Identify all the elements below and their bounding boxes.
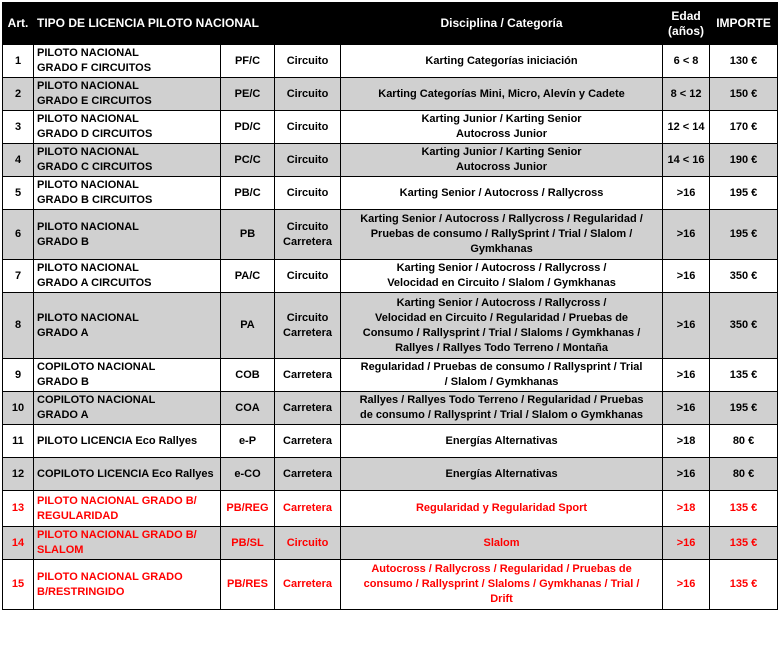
- cell-tipo-line: PILOTO NACIONAL: [37, 146, 139, 158]
- cell-tipo-line: REGULARIDAD: [37, 509, 119, 522]
- cell-tipo: [34, 45, 221, 78]
- cell-tipo-line: GRADO B: [37, 376, 89, 388]
- cell-tipo-line: PILOTO NACIONAL: [37, 47, 139, 59]
- cell-disciplina: [341, 425, 663, 458]
- cell-disciplina-line: / Slalom / Gymkhanas: [444, 376, 559, 388]
- table-row: [3, 210, 778, 260]
- cell-tipo: [34, 78, 221, 111]
- cell-edad: 12 < 14: [663, 111, 710, 144]
- cell-tipo: [34, 527, 221, 560]
- cell-disciplina: [341, 210, 663, 260]
- table-row: [3, 177, 778, 210]
- table-row: [3, 111, 778, 144]
- cell-via: [275, 78, 341, 111]
- cell-disciplina-line: Regularidad y Regularidad Sport: [415, 502, 588, 514]
- cell-disciplina-line: Pruebas de consumo / RallySprint / Trial / Slalom /: [370, 228, 633, 240]
- cell-via: [275, 560, 341, 610]
- cell-edad: >16: [663, 560, 710, 610]
- cell-art: 9: [3, 359, 34, 392]
- cell-tipo: [34, 293, 221, 359]
- cell-art: 2: [3, 78, 34, 111]
- cell-art: 14: [3, 527, 34, 560]
- cell-tipo-line: COPILOTO NACIONAL: [37, 361, 156, 373]
- cell-disciplina-line: Karting Junior / Karting Senior: [421, 146, 582, 158]
- cell-disciplina: [341, 458, 663, 491]
- cell-code: PC/C: [221, 144, 275, 177]
- cell-edad: >16: [663, 260, 710, 293]
- cell-disciplina: [341, 111, 663, 144]
- cell-edad: >16: [663, 293, 710, 359]
- cell-tipo-line: GRADO A CIRCUITOS: [37, 277, 152, 289]
- cell-tipo: [34, 210, 221, 260]
- cell-via-line: Carretera: [283, 578, 332, 590]
- cell-tipo-line: B/RESTRINGIDO: [37, 585, 125, 598]
- cell-via: [275, 425, 341, 458]
- cell-code: PB/C: [221, 177, 275, 210]
- cell-disciplina-line: Drift: [490, 593, 513, 605]
- cell-art: 4: [3, 144, 34, 177]
- cell-code: PB/RES: [221, 560, 275, 610]
- cell-code: PB: [221, 210, 275, 260]
- cell-via: [275, 527, 341, 560]
- cell-tipo-line: GRADO B CIRCUITOS: [37, 194, 153, 206]
- cell-importe: 190 €: [710, 144, 778, 177]
- cell-via-line: Circuito: [286, 54, 329, 67]
- cell-art: 5: [3, 177, 34, 210]
- cell-art: 7: [3, 260, 34, 293]
- cell-edad: >16: [663, 392, 710, 425]
- cell-art: 10: [3, 392, 34, 425]
- cell-via-line: Circuito: [286, 120, 329, 133]
- header-importe: IMPORTE: [710, 3, 778, 45]
- cell-art: 8: [3, 293, 34, 359]
- cell-via: [275, 144, 341, 177]
- cell-via-line: Circuito: [286, 186, 329, 199]
- license-table: [2, 2, 778, 610]
- cell-disciplina-line: de consumo / Rallysprint / Trial / Slalom o Gymkhanas: [360, 409, 644, 421]
- cell-tipo-line: GRADO F CIRCUITOS: [37, 62, 152, 74]
- table-row: [3, 78, 778, 111]
- cell-tipo: [34, 260, 221, 293]
- table-row: [3, 392, 778, 425]
- table-row: [3, 527, 778, 560]
- cell-code: PD/C: [221, 111, 275, 144]
- cell-disciplina-line: Karting Categorías Mini, Micro, Alevín y Cadete: [378, 87, 625, 100]
- table-row: [3, 425, 778, 458]
- cell-tipo: [34, 392, 221, 425]
- cell-disciplina-line: Autocross Junior: [455, 161, 548, 173]
- cell-tipo-line: PILOTO NACIONAL: [37, 179, 139, 191]
- cell-edad: >16: [663, 527, 710, 560]
- cell-via: [275, 260, 341, 293]
- cell-via-line: Circuito: [286, 220, 329, 233]
- cell-tipo-line: GRADO C CIRCUITOS: [37, 161, 153, 173]
- cell-disciplina-line: Karting Categorías iniciación: [425, 54, 578, 67]
- cell-tipo-line: PILOTO NACIONAL: [37, 220, 139, 233]
- cell-disciplina-line: Energías Alternativas: [445, 434, 558, 447]
- cell-via: [275, 210, 341, 260]
- table-row: [3, 560, 778, 610]
- table-row: [3, 491, 778, 527]
- cell-art: 12: [3, 458, 34, 491]
- cell-disciplina-line: Rallyes / Rallyes Todo Terreno / Regularidad / Pruebas: [359, 394, 644, 406]
- header-edad-line2: (años): [668, 23, 705, 38]
- cell-tipo-line: GRADO A: [37, 409, 89, 421]
- cell-disciplina-line: Gymkhanas: [470, 243, 533, 255]
- table-body: [3, 45, 778, 610]
- cell-disciplina: [341, 491, 663, 527]
- cell-art: 1: [3, 45, 34, 78]
- cell-art: 6: [3, 210, 34, 260]
- cell-edad: >16: [663, 177, 710, 210]
- cell-code: PB/SL: [221, 527, 275, 560]
- cell-disciplina-line: Karting Senior / Autocross / Rallycross /: [396, 262, 607, 274]
- cell-tipo-line: GRADO A: [37, 326, 89, 339]
- cell-via-line: Carretera: [283, 467, 332, 480]
- cell-importe: 80 €: [710, 458, 778, 491]
- cell-via-line: Circuito: [286, 311, 329, 324]
- cell-via-line: Carretera: [283, 235, 332, 248]
- cell-tipo: [34, 560, 221, 610]
- cell-importe: 135 €: [710, 491, 778, 527]
- cell-code: PF/C: [221, 45, 275, 78]
- cell-tipo-line: GRADO E CIRCUITOS: [37, 95, 152, 107]
- cell-via-line: Carretera: [283, 401, 332, 414]
- cell-disciplina: [341, 177, 663, 210]
- cell-disciplina-line: Autocross / Rallycross / Regularidad / Pruebas de: [371, 563, 632, 575]
- cell-disciplina: [341, 527, 663, 560]
- cell-via-line: Carretera: [283, 502, 332, 514]
- cell-via-line: Circuito: [286, 87, 329, 100]
- cell-tipo-line: SLALOM: [37, 544, 84, 556]
- cell-via: [275, 491, 341, 527]
- cell-tipo-line: PILOTO NACIONAL: [37, 80, 139, 92]
- cell-tipo-line: GRADO D CIRCUITOS: [37, 128, 153, 140]
- cell-edad: >18: [663, 491, 710, 527]
- cell-art: 15: [3, 560, 34, 610]
- cell-tipo-line: PILOTO NACIONAL GRADO B/: [37, 494, 197, 507]
- cell-tipo: [34, 425, 221, 458]
- cell-tipo-line: PILOTO NACIONAL GRADO B/: [37, 529, 197, 541]
- cell-disciplina: [341, 45, 663, 78]
- cell-via: [275, 359, 341, 392]
- cell-disciplina-line: Velocidad en Circuito / Slalom / Gymkhanas: [387, 277, 616, 289]
- cell-code: PB/REG: [221, 491, 275, 527]
- cell-disciplina-line: Autocross Junior: [455, 128, 548, 140]
- cell-importe: 350 €: [710, 293, 778, 359]
- cell-tipo-line: COPILOTO NACIONAL: [37, 394, 156, 406]
- table-row: [3, 458, 778, 491]
- cell-importe: 350 €: [710, 260, 778, 293]
- cell-importe: 135 €: [710, 560, 778, 610]
- cell-art: 3: [3, 111, 34, 144]
- cell-via: [275, 392, 341, 425]
- cell-disciplina: [341, 144, 663, 177]
- cell-code: e-CO: [221, 458, 275, 491]
- header-edad-line1: Edad: [671, 8, 701, 23]
- cell-via-line: Circuito: [286, 153, 329, 166]
- cell-tipo: [34, 359, 221, 392]
- cell-importe: 195 €: [710, 392, 778, 425]
- cell-via-line: Carretera: [283, 368, 332, 381]
- cell-via: [275, 111, 341, 144]
- cell-disciplina-line: Karting Senior / Autocross / Rallycross: [399, 186, 604, 199]
- cell-disciplina-line: consumo / Rallysprint / Slaloms / Gymkhanas / Trial /: [363, 578, 640, 590]
- cell-importe: 80 €: [710, 425, 778, 458]
- cell-tipo: [34, 458, 221, 491]
- header-art: Art.: [3, 3, 34, 45]
- cell-edad: 14 < 16: [663, 144, 710, 177]
- cell-code: e-P: [221, 425, 275, 458]
- cell-importe: 170 €: [710, 111, 778, 144]
- cell-tipo: [34, 177, 221, 210]
- cell-edad: >16: [663, 458, 710, 491]
- cell-edad: 6 < 8: [663, 45, 710, 78]
- cell-art: 13: [3, 491, 34, 527]
- cell-tipo-line: PILOTO NACIONAL: [37, 311, 139, 324]
- cell-importe: 135 €: [710, 527, 778, 560]
- cell-edad: >18: [663, 425, 710, 458]
- cell-disciplina-line: Karting Senior / Autocross / Rallycross / Regularidad /: [360, 213, 643, 225]
- cell-via-line: Carretera: [283, 326, 332, 339]
- header-edad: [663, 3, 710, 45]
- cell-edad: >16: [663, 359, 710, 392]
- cell-edad: >16: [663, 210, 710, 260]
- cell-tipo-line: PILOTO NACIONAL: [37, 113, 139, 125]
- cell-via-line: Circuito: [286, 536, 329, 549]
- cell-tipo-line: PILOTO NACIONAL GRADO: [37, 570, 183, 583]
- cell-tipo: [34, 491, 221, 527]
- cell-disciplina-line: Slalom: [483, 536, 520, 549]
- cell-importe: 195 €: [710, 210, 778, 260]
- cell-code: PA/C: [221, 260, 275, 293]
- cell-code: COB: [221, 359, 275, 392]
- cell-disciplina-line: Rallyes / Rallyes Todo Terreno / Montaña: [395, 341, 608, 354]
- cell-code: PE/C: [221, 78, 275, 111]
- header-disciplina: Disciplina / Categoría: [341, 3, 663, 45]
- table-row: [3, 293, 778, 359]
- cell-via-line: Circuito: [286, 269, 329, 282]
- cell-code: COA: [221, 392, 275, 425]
- cell-edad: 8 < 12: [663, 78, 710, 111]
- cell-importe: 130 €: [710, 45, 778, 78]
- cell-disciplina-line: Energías Alternativas: [445, 467, 558, 480]
- cell-disciplina: [341, 392, 663, 425]
- table-row: [3, 45, 778, 78]
- cell-disciplina-line: Velocidad en Circuito / Regularidad / Pruebas de: [374, 311, 629, 324]
- cell-disciplina: [341, 293, 663, 359]
- cell-disciplina: [341, 260, 663, 293]
- cell-art: 11: [3, 425, 34, 458]
- cell-disciplina-line: Karting Senior / Autocross / Rallycross /: [396, 296, 607, 309]
- cell-via: [275, 293, 341, 359]
- cell-tipo-line: PILOTO NACIONAL: [37, 262, 139, 274]
- cell-via: [275, 177, 341, 210]
- header-row: [3, 3, 778, 45]
- cell-code: PA: [221, 293, 275, 359]
- cell-disciplina-line: Regularidad / Pruebas de consumo / Rallysprint / Trial: [360, 361, 643, 373]
- cell-tipo-line: GRADO B: [37, 235, 89, 248]
- table-row: [3, 260, 778, 293]
- cell-importe: 195 €: [710, 177, 778, 210]
- cell-via: [275, 45, 341, 78]
- cell-disciplina: [341, 560, 663, 610]
- cell-via-line: Carretera: [283, 434, 332, 447]
- header-tipo: TIPO DE LICENCIA PILOTO NACIONAL: [34, 3, 341, 45]
- cell-tipo-line: COPILOTO LICENCIA Eco Rallyes: [37, 467, 214, 480]
- cell-importe: 135 €: [710, 359, 778, 392]
- cell-tipo-line: PILOTO LICENCIA Eco Rallyes: [37, 434, 198, 447]
- cell-disciplina-line: Karting Junior / Karting Senior: [421, 113, 582, 125]
- cell-importe: 150 €: [710, 78, 778, 111]
- cell-disciplina: [341, 78, 663, 111]
- cell-tipo: [34, 111, 221, 144]
- cell-disciplina: [341, 359, 663, 392]
- table-row: [3, 144, 778, 177]
- cell-disciplina-line: Consumo / Rallysprint / Trial / Slaloms / Gymkhanas /: [362, 326, 641, 339]
- table-row: [3, 359, 778, 392]
- cell-tipo: [34, 144, 221, 177]
- cell-via: [275, 458, 341, 491]
